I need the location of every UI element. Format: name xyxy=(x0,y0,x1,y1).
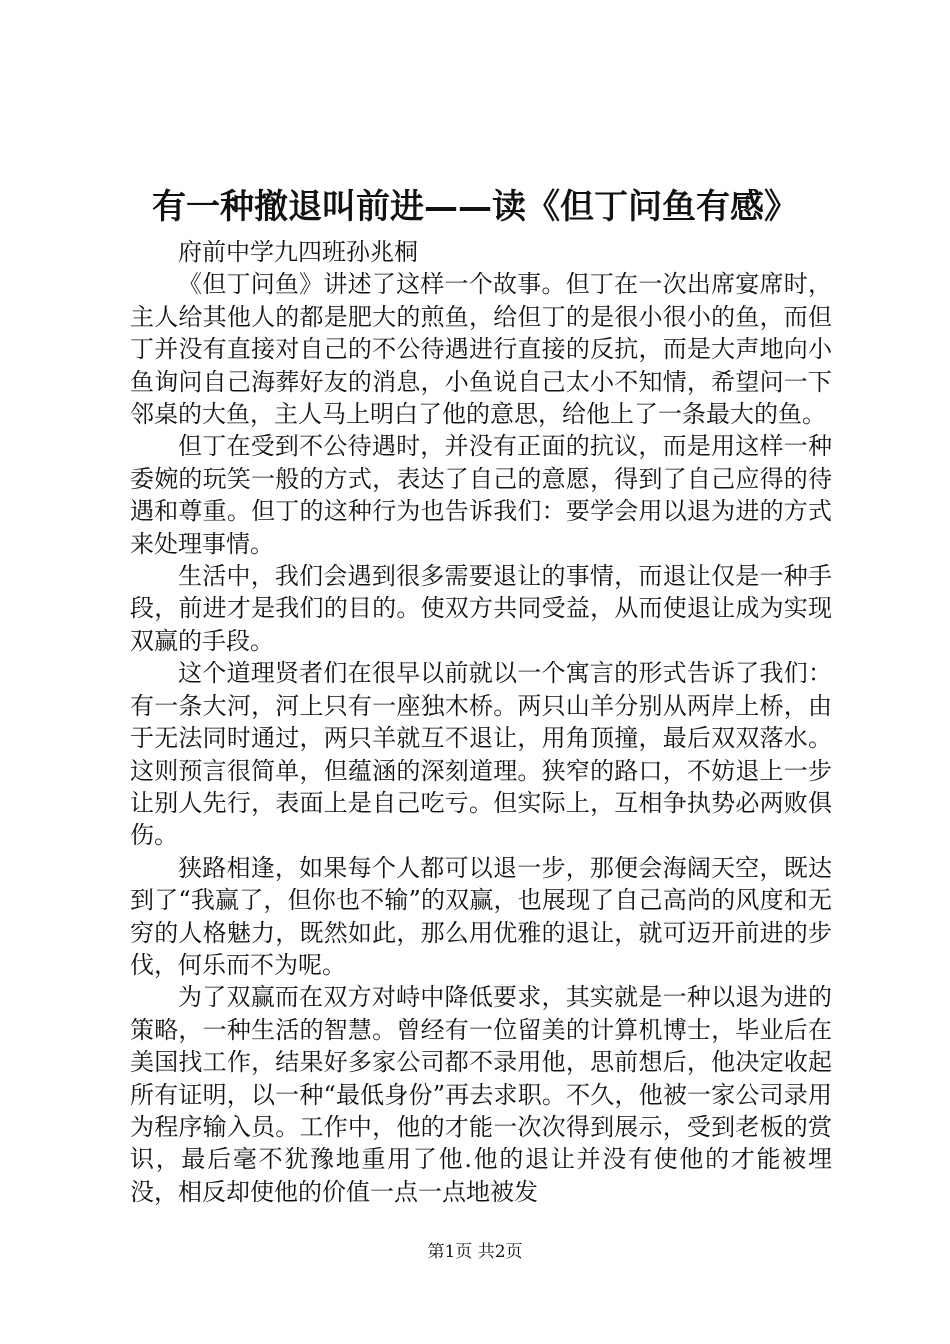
paragraph: 为了双赢而在双方对峙中降低要求，其实就是一种以退为进的策略，一种生活的智慧。曾经有一位留美的计算机博士，毕业后在美国找工作，结果好多家公司都不录用他，思前想后，他决定收起所有证明，以一种“最低身份”再去求职。不久，他被一家公司录用为程序输入员。工作中，他的才能一次次得到展示，受到老板的赏识，最后毫不犹豫地重用了他.他的退让并没有使他的才能被埋没，相反却使他的价值一点一点地被发 xyxy=(130,983,832,1206)
paragraph: 但丁在受到不公待遇时，并没有正面的抗议，而是用这样一种委婉的玩笑一般的方式，表达了自己的意愿，得到了自己应得的待遇和尊重。但丁的这种行为也告诉我们：要学会用以退为进的方式来处理事情。 xyxy=(130,432,832,558)
page-number-footer: 第1页 共2页 xyxy=(427,1242,523,1262)
paragraph: 这个道理贤者们在很早以前就以一个寓言的形式告诉了我们：有一条大河，河上只有一座独木桥。两只山羊分别从两岸上桥，由于无法同时通过，两只羊就互不退让，用角顶撞，最后双双落水。这则预言很简单，但蕴涵的深刻道理。狭窄的路口，不妨退上一步让别人先行，表面上是自己吃亏。但实际上，互相争执势必两败俱伤。 xyxy=(130,659,832,850)
document-title: 有一种撤退叫前进——读《但丁问鱼有感》 xyxy=(152,187,798,227)
paragraph: 狭路相逢，如果每个人都可以退一步，那便会海阔天空，既达到了“我赢了，但你也不输”的双赢，也展现了自己高尚的风度和无穷的人格魅力，既然如此，那么用优雅的退让，就可迈开前进的步伐，何乐而不为呢。 xyxy=(130,853,832,979)
document-body xyxy=(130,236,832,1208)
paragraph: 生活中，我们会遇到很多需要退让的事情，而退让仅是一种手段，前进才是我们的目的。使双方共同受益，从而使退让成为实现双赢的手段。 xyxy=(130,562,832,655)
paragraph: 《但丁问鱼》讲述了这样一个故事。但丁在一次出席宴席时，主人给其他人的都是肥大的煎鱼，给但丁的是很小很小的鱼，而但丁并没有直接对自己的不公待遇进行直接的反抗，而是大声地向小鱼询问自己海葬好友的消息，小鱼说自己太小不知情，希望问一下邻桌的大鱼，主人马上明白了他的意思，给他上了一条最大的鱼。 xyxy=(130,270,832,429)
author-line: 府前中学九四班孙兆桐 xyxy=(178,238,418,266)
